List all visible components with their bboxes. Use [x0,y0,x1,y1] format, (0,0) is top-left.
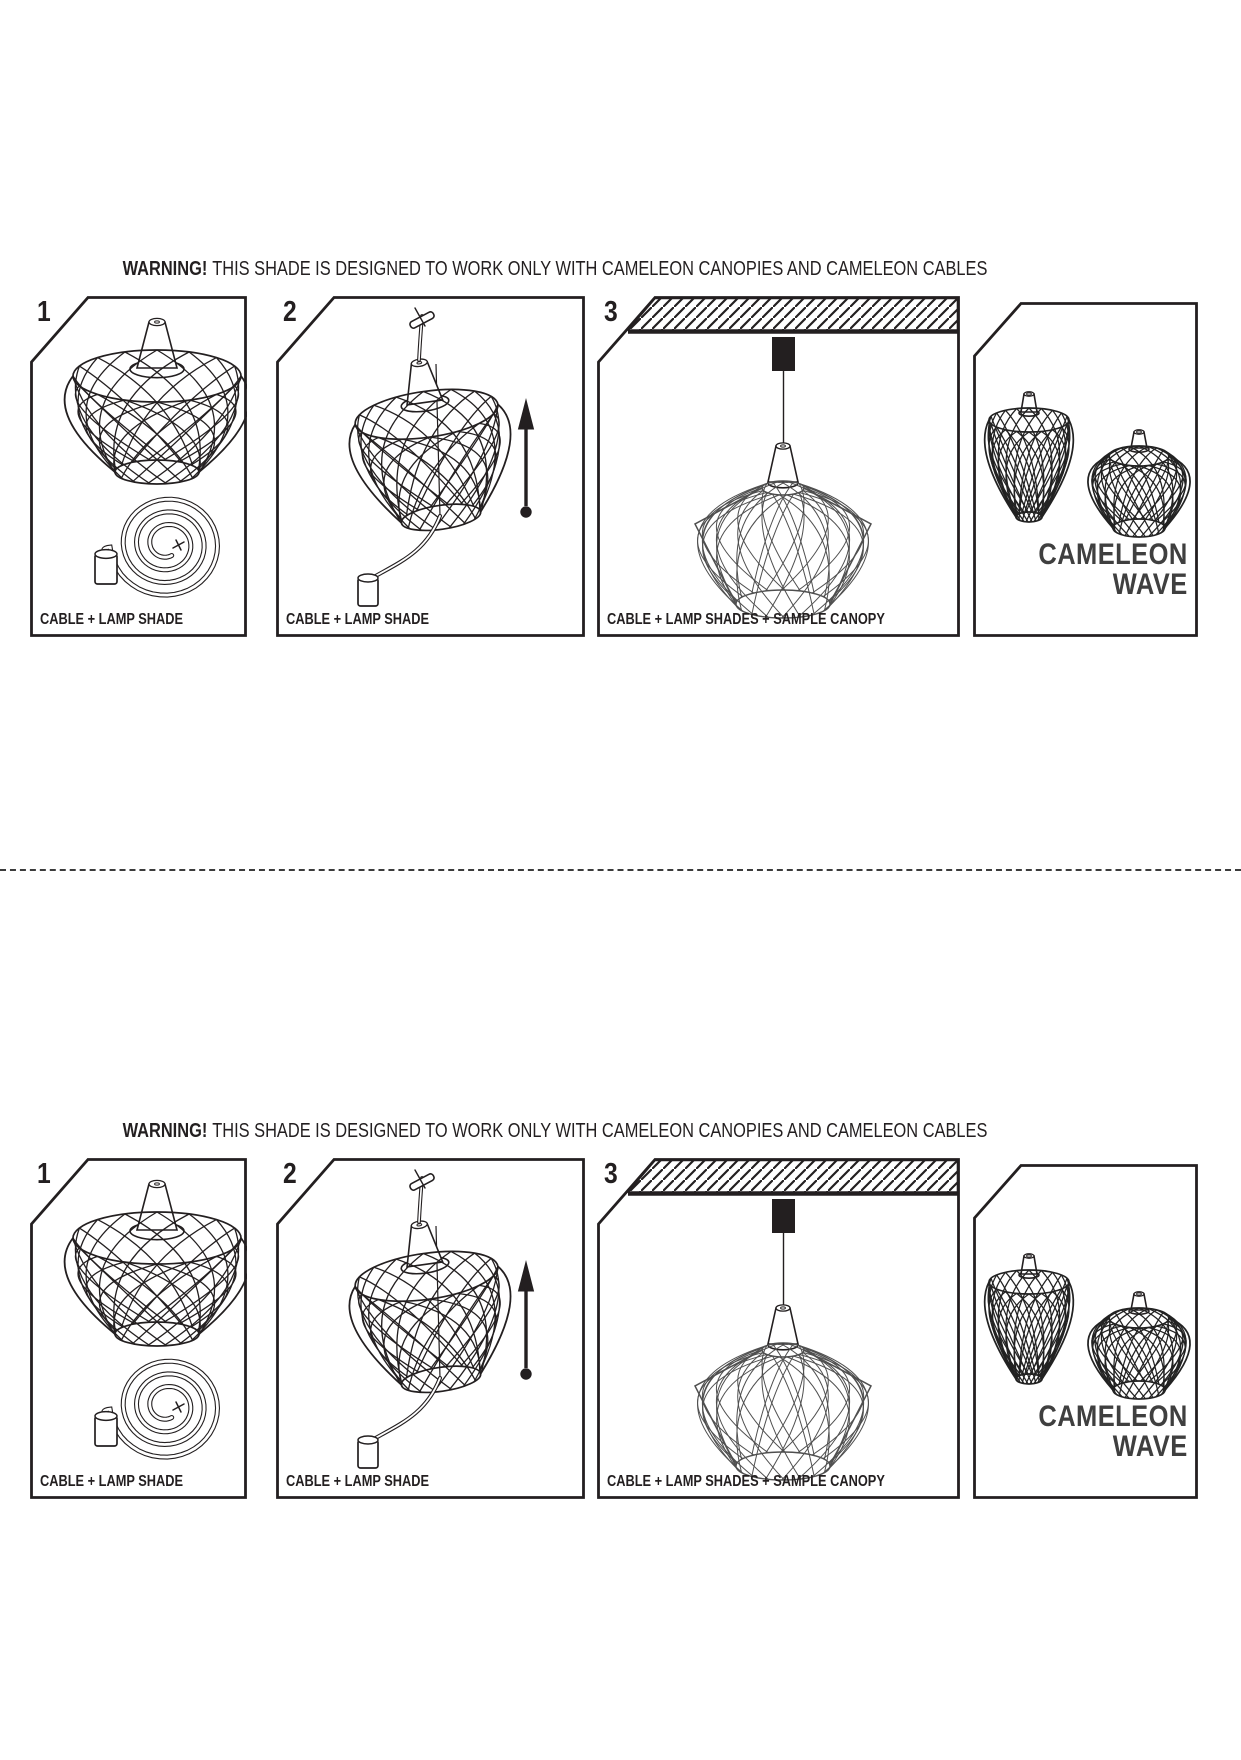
step-number: 3 [604,296,618,328]
instruction-sheet-section [0,1120,1241,1760]
instruction-sheet-section [0,258,1241,898]
product-name-line1: CAMELEON [1038,1400,1188,1433]
cable-and-lamp-shade-drawing [30,1158,247,1499]
product-panel [973,302,1198,637]
step-caption: CABLE + LAMP SHADES + SAMPLE CANOPY [607,611,885,628]
step-number: 1 [37,296,51,328]
warning-text [100,258,1010,281]
step-panel-3 [597,1158,960,1499]
product-name-line1: CAMELEON [1038,538,1188,571]
step-caption: CABLE + LAMP SHADE [40,1473,184,1490]
cable-and-lamp-shade-drawing [30,296,247,637]
step-number: 2 [283,1158,297,1190]
step-caption: CABLE + LAMP SHADES + SAMPLE CANOPY [607,1473,885,1490]
step-number: 2 [283,296,297,328]
cable-threading-through-shade-drawing [276,1158,585,1499]
warning-body: THIS SHADE IS DESIGNED TO WORK ONLY WITH CAMELEON CANOPIES AND CAMELEON CABLES [212,258,988,280]
hanging-lamp-with-canopy-drawing [597,296,960,637]
cable-threading-through-shade-drawing [276,296,585,637]
product-panel [973,1164,1198,1499]
product-name [1039,540,1188,600]
step-caption: CABLE + LAMP SHADE [40,611,184,628]
step-panel-1 [30,1158,247,1499]
step-panel-2 [276,296,585,637]
product-name-line2: WAVE [1113,1430,1188,1463]
hanging-lamp-with-canopy-drawing [597,1158,960,1499]
warning-label: WARNING! [122,258,208,280]
warning-label: WARNING! [122,1120,208,1142]
product-name-line2: WAVE [1113,568,1188,601]
warning-text [100,1120,1010,1143]
step-caption: CABLE + LAMP SHADE [286,1473,430,1490]
step-number: 1 [37,1158,51,1190]
step-panel-2 [276,1158,585,1499]
step-number: 3 [604,1158,618,1190]
warning-body: THIS SHADE IS DESIGNED TO WORK ONLY WITH CAMELEON CANOPIES AND CAMELEON CABLES [212,1120,988,1142]
step-panel-1 [30,296,247,637]
step-caption: CABLE + LAMP SHADE [286,611,430,628]
product-name [1039,1402,1188,1462]
step-panel-3 [597,296,960,637]
